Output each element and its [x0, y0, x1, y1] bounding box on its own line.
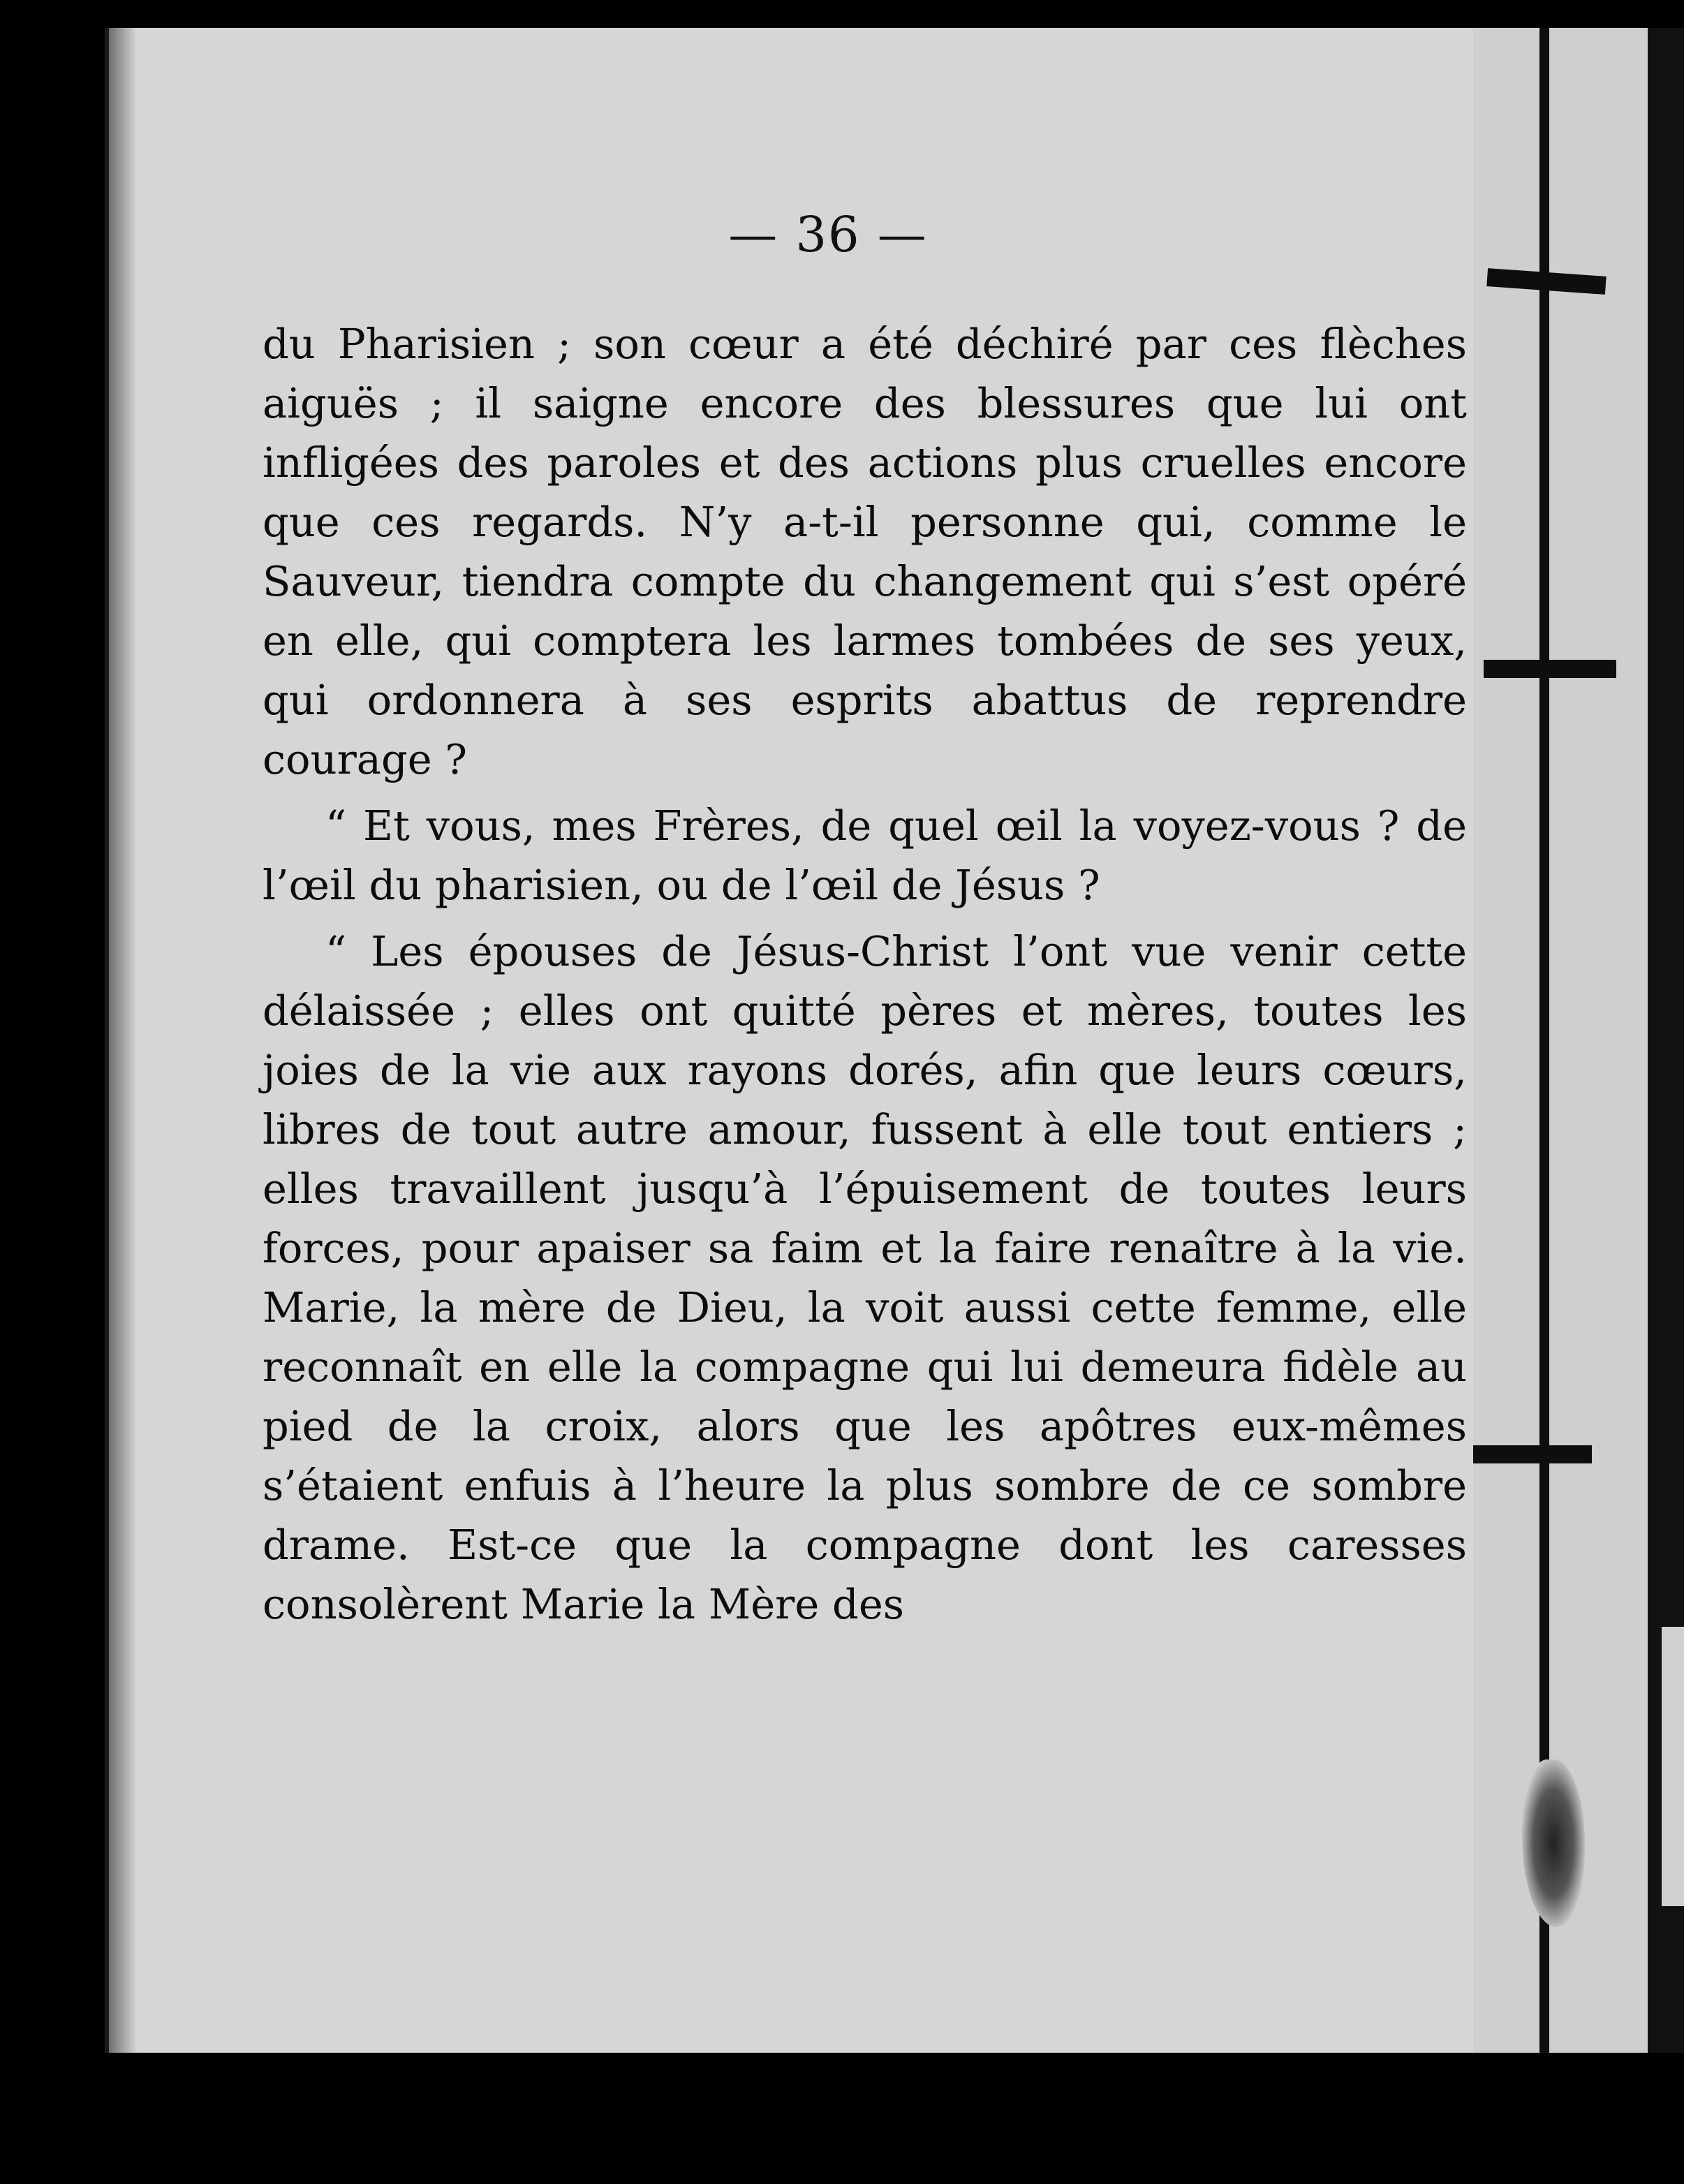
binding-tear — [1522, 1759, 1585, 1927]
body-text — [263, 314, 1467, 1641]
paragraph-3: “ Les épouses de Jésus-Christ l’ont vue venir cette délaissée ; elles ont quitté pères et mères, toutes les joies de la vie aux rayons dorés, afin que leurs cœurs, libres de tout autre amour, fussent à elle tout entiers ; elles travaillent jusqu’à l’épuisement de toutes leurs forces, pour apaiser sa faim et la faire renaître à la vie. Marie, la mère de Dieu, la voit aussi cette femme, elle reconnaît en elle la compagne qui lui demeura fidèle au pied de la croix, alors que les apôtres eux-mêmes s’étaient enfuis à l’heure la plus sombre de ce sombre drame. Est-ce que la compagne dont les caresses consolèrent Marie la Mère des — [263, 927, 1467, 1628]
binding-stitch — [1484, 660, 1616, 678]
page-number: — 36 — — [728, 206, 928, 263]
page-gutter-shadow — [109, 28, 137, 2053]
binding-stitch — [1473, 1445, 1592, 1463]
binding-thread — [1539, 28, 1549, 2053]
adjacent-page-edge — [1662, 1627, 1684, 1906]
paragraph-1: du Pharisien ; son cœur a été déchiré par ces flèches aiguës ; il saigne encore des blessures que lui ont infligées des paroles et des actions plus cruelles encore que ces regards. N’y a-t-il personne qui, comme le Sauveur, tiendra compte du changement qui s’est opéré en elle, qui comptera les larmes tombées de ses yeux, qui ordonnera à ses esprits abattus de reprendre courage ? — [263, 320, 1467, 783]
scan-bottom-border — [0, 2053, 1684, 2184]
book-page — [105, 28, 1547, 2053]
book-binding-edge — [1473, 28, 1669, 2053]
paragraph-2: “ Et vous, mes Frères, de quel œil la voyez-vous ? de l’œil du pharisien, ou de l’œil de Jésus ? — [263, 802, 1467, 909]
